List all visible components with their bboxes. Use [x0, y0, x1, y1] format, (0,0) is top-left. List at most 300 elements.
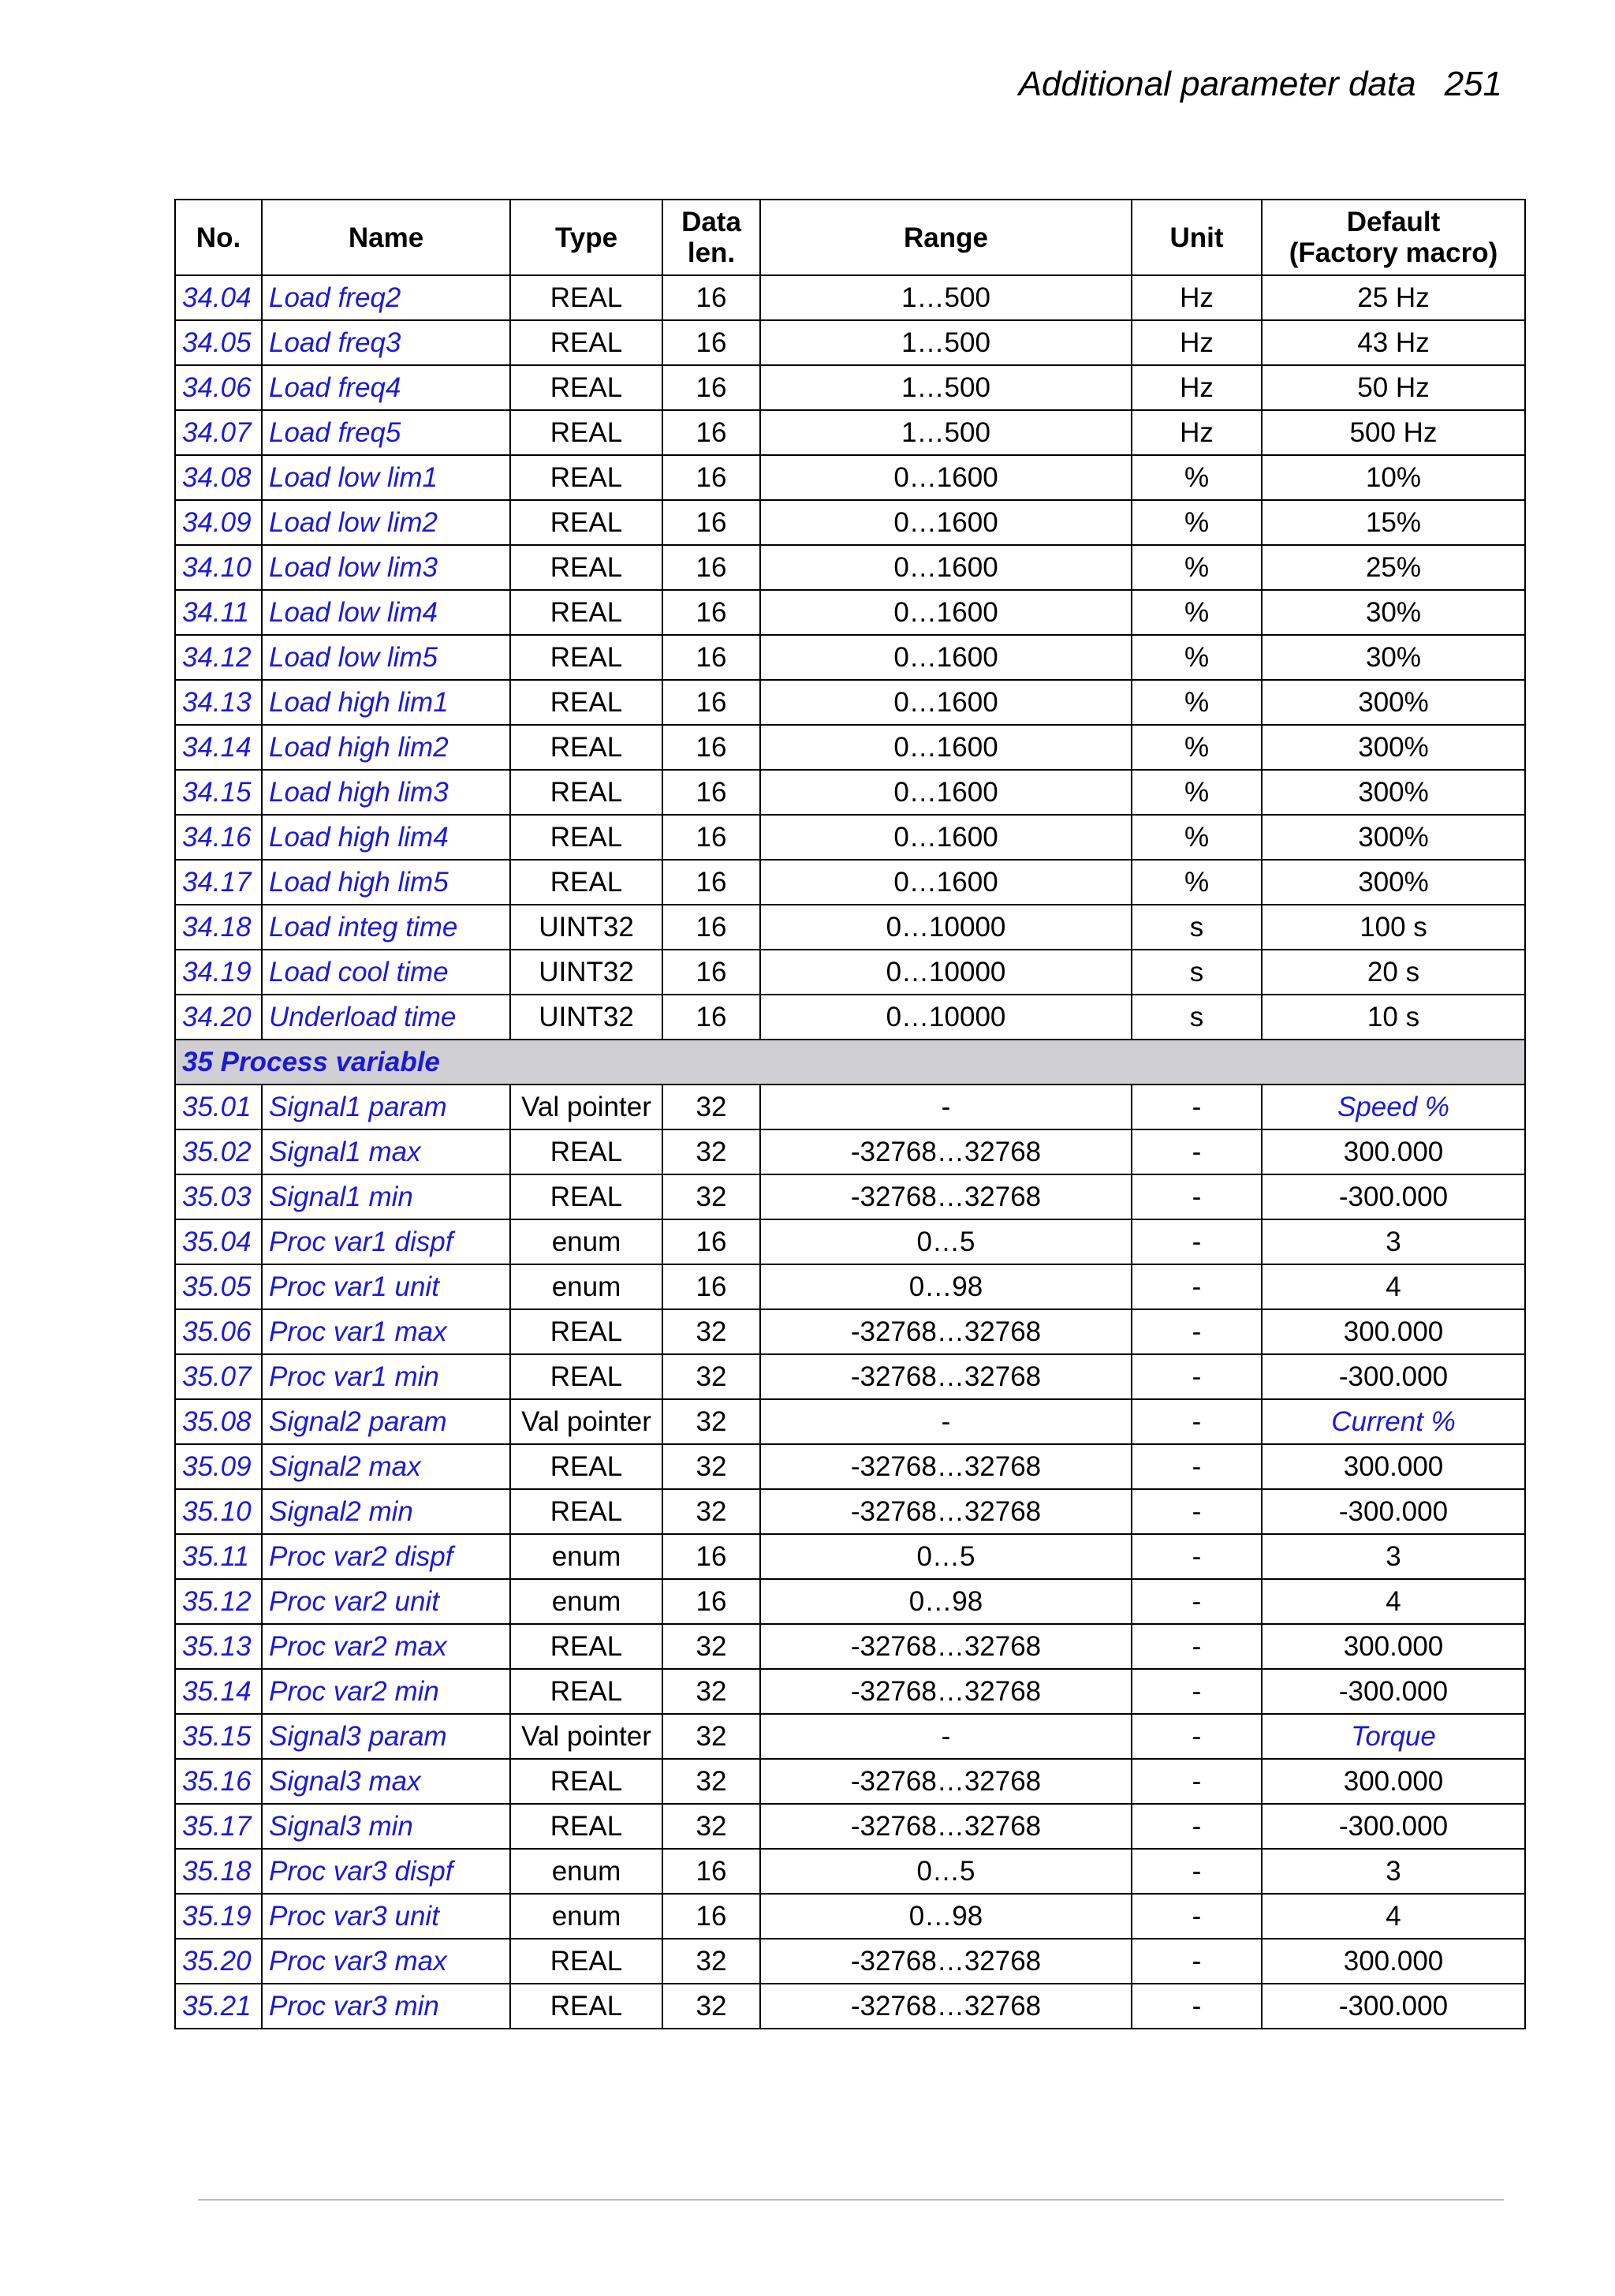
param-data-len: 16 [662, 545, 760, 590]
param-range: 0…1600 [760, 815, 1132, 860]
param-name[interactable]: Load freq4 [262, 365, 510, 410]
param-range: - [760, 1714, 1132, 1759]
param-range: 0…98 [760, 1579, 1132, 1624]
param-number[interactable]: 35.14 [175, 1669, 262, 1714]
parameter-table [174, 199, 1526, 2029]
table-row [175, 590, 1525, 635]
param-type: REAL [510, 545, 662, 590]
param-name[interactable]: Proc var2 unit [262, 1579, 510, 1624]
param-unit: Hz [1132, 365, 1262, 410]
param-name[interactable]: Signal2 param [262, 1399, 510, 1444]
param-unit: - [1132, 1759, 1262, 1804]
param-range: 0…1600 [760, 545, 1132, 590]
table-row [175, 1984, 1525, 2029]
param-default: 3 [1262, 1534, 1525, 1579]
param-data-len: 16 [662, 725, 760, 770]
param-range: -32768…32768 [760, 1354, 1132, 1399]
param-default: 4 [1262, 1894, 1525, 1939]
table-row [175, 770, 1525, 815]
page-number: 251 [1444, 65, 1502, 103]
param-data-len: 16 [662, 320, 760, 365]
param-default: 50 Hz [1262, 365, 1525, 410]
param-name[interactable]: Proc var3 min [262, 1984, 510, 2029]
header-row [175, 200, 1525, 275]
param-unit: % [1132, 500, 1262, 545]
table-row [175, 1849, 1525, 1894]
param-number[interactable]: 34.05 [175, 320, 262, 365]
param-unit: - [1132, 1579, 1262, 1624]
param-unit: % [1132, 725, 1262, 770]
param-range: 0…1600 [760, 770, 1132, 815]
param-data-len: 32 [662, 1444, 760, 1489]
table-row [175, 905, 1525, 950]
col-header-data-len [662, 200, 760, 275]
table-row [175, 1129, 1525, 1174]
param-name[interactable]: Load low lim1 [262, 455, 510, 500]
param-data-len: 32 [662, 1354, 760, 1399]
param-name[interactable]: Signal3 param [262, 1714, 510, 1759]
param-type: REAL [510, 1174, 662, 1219]
param-range: 0…10000 [760, 905, 1132, 950]
param-name[interactable]: Load freq2 [262, 275, 510, 320]
table-row [175, 1489, 1525, 1534]
param-range: - [760, 1085, 1132, 1129]
param-range: 0…10000 [760, 995, 1132, 1040]
param-range: 0…1600 [760, 500, 1132, 545]
table-row [175, 680, 1525, 725]
param-number[interactable]: 34.14 [175, 725, 262, 770]
param-range: -32768…32768 [760, 1624, 1132, 1669]
param-default[interactable]: Torque [1262, 1714, 1525, 1759]
param-name[interactable]: Load low lim5 [262, 635, 510, 680]
param-number[interactable]: 35.19 [175, 1894, 262, 1939]
table-row [175, 1174, 1525, 1219]
param-data-len: 16 [662, 1849, 760, 1894]
param-number[interactable]: 34.08 [175, 455, 262, 500]
param-range: 0…5 [760, 1534, 1132, 1579]
param-type: REAL [510, 1489, 662, 1534]
param-name[interactable]: Signal2 min [262, 1489, 510, 1534]
param-type: UINT32 [510, 905, 662, 950]
param-data-len: 32 [662, 1085, 760, 1129]
param-unit: % [1132, 590, 1262, 635]
param-default: 300% [1262, 770, 1525, 815]
param-number[interactable]: 35.18 [175, 1849, 262, 1894]
param-type: REAL [510, 635, 662, 680]
param-range: 0…98 [760, 1894, 1132, 1939]
param-name[interactable]: Load high lim4 [262, 815, 510, 860]
param-data-len: 32 [662, 1669, 760, 1714]
param-name[interactable]: Signal3 max [262, 1759, 510, 1804]
param-range: -32768…32768 [760, 1489, 1132, 1534]
param-type: REAL [510, 1669, 662, 1714]
param-unit: - [1132, 1534, 1262, 1579]
param-default: 300% [1262, 860, 1525, 905]
param-number[interactable]: 34.12 [175, 635, 262, 680]
table-row [175, 1669, 1525, 1714]
param-number[interactable]: 34.15 [175, 770, 262, 815]
param-data-len: 16 [662, 815, 760, 860]
param-default: 3 [1262, 1219, 1525, 1264]
table-row [175, 950, 1525, 995]
param-default: 25 Hz [1262, 275, 1525, 320]
param-default: -300.000 [1262, 1804, 1525, 1849]
param-default: 300% [1262, 815, 1525, 860]
param-data-len: 16 [662, 635, 760, 680]
param-name[interactable]: Proc var3 unit [262, 1894, 510, 1939]
param-type: REAL [510, 365, 662, 410]
param-name[interactable]: Load high lim1 [262, 680, 510, 725]
param-type: REAL [510, 815, 662, 860]
param-range: 0…1600 [760, 860, 1132, 905]
param-name[interactable]: Underload time [262, 995, 510, 1040]
param-unit: s [1132, 905, 1262, 950]
param-default: 4 [1262, 1264, 1525, 1309]
param-number[interactable]: 35.08 [175, 1399, 262, 1444]
param-name[interactable]: Load high lim2 [262, 725, 510, 770]
param-range: -32768…32768 [760, 1174, 1132, 1219]
param-data-len: 16 [662, 860, 760, 905]
param-name[interactable]: Proc var3 max [262, 1939, 510, 1984]
param-default: 25% [1262, 545, 1525, 590]
param-range: 1…500 [760, 275, 1132, 320]
param-range: -32768…32768 [760, 1309, 1132, 1354]
param-data-len: 16 [662, 590, 760, 635]
param-number[interactable]: 34.16 [175, 815, 262, 860]
param-number[interactable]: 35.09 [175, 1444, 262, 1489]
table-row [175, 860, 1525, 905]
param-type: REAL [510, 410, 662, 455]
table-row [175, 320, 1525, 365]
table-row [175, 1444, 1525, 1489]
param-name[interactable]: Proc var2 min [262, 1669, 510, 1714]
group-row [175, 1040, 1525, 1085]
param-data-len: 16 [662, 770, 760, 815]
param-default: 500 Hz [1262, 410, 1525, 455]
param-default: 30% [1262, 635, 1525, 680]
param-default: 300.000 [1262, 1939, 1525, 1984]
param-name[interactable]: Signal1 param [262, 1085, 510, 1129]
param-type: UINT32 [510, 995, 662, 1040]
param-unit: Hz [1132, 320, 1262, 365]
param-name[interactable]: Load low lim3 [262, 545, 510, 590]
param-unit: % [1132, 815, 1262, 860]
param-type: REAL [510, 860, 662, 905]
param-unit: - [1132, 1489, 1262, 1534]
param-default: 300% [1262, 680, 1525, 725]
param-type: REAL [510, 1759, 662, 1804]
param-name[interactable]: Signal2 max [262, 1444, 510, 1489]
table-row [175, 275, 1525, 320]
param-default: 30% [1262, 590, 1525, 635]
table-row [175, 1579, 1525, 1624]
param-name[interactable]: Load freq5 [262, 410, 510, 455]
param-unit: - [1132, 1714, 1262, 1759]
table-row [175, 1534, 1525, 1579]
param-default[interactable]: Speed % [1262, 1085, 1525, 1129]
param-name[interactable]: Proc var1 dispf [262, 1219, 510, 1264]
param-range: 0…10000 [760, 950, 1132, 995]
param-number[interactable]: 34.20 [175, 995, 262, 1040]
param-number[interactable]: 35.17 [175, 1804, 262, 1849]
param-range: -32768…32768 [760, 1669, 1132, 1714]
param-name[interactable]: Load high lim5 [262, 860, 510, 905]
param-data-len: 16 [662, 455, 760, 500]
param-number[interactable]: 35.01 [175, 1085, 262, 1129]
param-type: REAL [510, 1624, 662, 1669]
param-default: 10% [1262, 455, 1525, 500]
param-unit: - [1132, 1264, 1262, 1309]
param-type: REAL [510, 590, 662, 635]
table-row [175, 365, 1525, 410]
param-number[interactable]: 35.03 [175, 1174, 262, 1219]
param-range: 0…1600 [760, 590, 1132, 635]
param-default: 3 [1262, 1849, 1525, 1894]
param-number[interactable]: 35.16 [175, 1759, 262, 1804]
param-unit: - [1132, 1849, 1262, 1894]
param-default: -300.000 [1262, 1354, 1525, 1399]
param-number[interactable]: 34.04 [175, 275, 262, 320]
group-label: 35 Process variable [175, 1040, 1525, 1085]
param-number[interactable]: 34.09 [175, 500, 262, 545]
col-header-unit: Unit [1132, 200, 1262, 275]
table-header [175, 200, 1525, 275]
table-row [175, 1624, 1525, 1669]
table-row [175, 1399, 1525, 1444]
param-unit: - [1132, 1894, 1262, 1939]
param-range: -32768…32768 [760, 1939, 1132, 1984]
table-row [175, 635, 1525, 680]
param-name[interactable]: Load low lim4 [262, 590, 510, 635]
param-number[interactable]: 34.13 [175, 680, 262, 725]
param-type: enum [510, 1219, 662, 1264]
param-number[interactable]: 34.10 [175, 545, 262, 590]
param-unit: % [1132, 860, 1262, 905]
param-data-len: 16 [662, 500, 760, 545]
param-type: REAL [510, 455, 662, 500]
page-title: Additional parameter data [1018, 65, 1416, 103]
param-number[interactable]: 35.07 [175, 1354, 262, 1399]
param-type: REAL [510, 320, 662, 365]
param-unit: % [1132, 635, 1262, 680]
col-header-range: Range [760, 200, 1132, 275]
param-unit: - [1132, 1354, 1262, 1399]
param-range: 1…500 [760, 365, 1132, 410]
param-number[interactable]: 35.02 [175, 1129, 262, 1174]
param-name[interactable]: Proc var2 max [262, 1624, 510, 1669]
param-type: REAL [510, 680, 662, 725]
param-type: REAL [510, 1804, 662, 1849]
param-unit: % [1132, 455, 1262, 500]
param-unit: - [1132, 1939, 1262, 1984]
param-type: Val pointer [510, 1399, 662, 1444]
col-header-data-len-line2: len. [687, 237, 736, 268]
table-row [175, 1939, 1525, 1984]
param-number[interactable]: 34.17 [175, 860, 262, 905]
param-name[interactable]: Signal1 min [262, 1174, 510, 1219]
col-header-type: Type [510, 200, 662, 275]
param-default: 100 s [1262, 905, 1525, 950]
param-data-len: 16 [662, 1579, 760, 1624]
param-range: -32768…32768 [760, 1759, 1132, 1804]
param-range: 0…1600 [760, 725, 1132, 770]
param-data-len: 16 [662, 365, 760, 410]
param-data-len: 16 [662, 995, 760, 1040]
param-data-len: 32 [662, 1984, 760, 2029]
param-number[interactable]: 35.11 [175, 1534, 262, 1579]
param-data-len: 32 [662, 1489, 760, 1534]
param-data-len: 16 [662, 1264, 760, 1309]
param-unit: Hz [1132, 410, 1262, 455]
param-range: -32768…32768 [760, 1444, 1132, 1489]
param-default: 4 [1262, 1579, 1525, 1624]
param-number[interactable]: 35.13 [175, 1624, 262, 1669]
param-name[interactable]: Proc var3 dispf [262, 1849, 510, 1894]
param-number[interactable]: 34.07 [175, 410, 262, 455]
param-default: 300% [1262, 725, 1525, 770]
param-type: enum [510, 1579, 662, 1624]
param-range: 1…500 [760, 320, 1132, 365]
param-default: 300.000 [1262, 1309, 1525, 1354]
param-data-len: 16 [662, 1534, 760, 1579]
param-number[interactable]: 34.18 [175, 905, 262, 950]
param-type: REAL [510, 275, 662, 320]
param-type: REAL [510, 1444, 662, 1489]
table-row [175, 410, 1525, 455]
col-header-data-len-line1: Data [681, 207, 741, 237]
param-type: UINT32 [510, 950, 662, 995]
param-type: REAL [510, 1984, 662, 2029]
param-data-len: 16 [662, 1894, 760, 1939]
param-number[interactable]: 35.10 [175, 1489, 262, 1534]
table-row [175, 1085, 1525, 1129]
param-default: 15% [1262, 500, 1525, 545]
page-header [1019, 65, 1502, 104]
table-body [175, 275, 1525, 2029]
table-row [175, 455, 1525, 500]
param-range: 0…1600 [760, 635, 1132, 680]
param-name[interactable]: Proc var1 max [262, 1309, 510, 1354]
param-number[interactable]: 35.06 [175, 1309, 262, 1354]
param-data-len: 32 [662, 1714, 760, 1759]
col-header-default-line1: Default [1346, 207, 1441, 237]
col-header-default [1262, 200, 1525, 275]
param-type: enum [510, 1849, 662, 1894]
footer-divider [198, 2199, 1504, 2201]
param-data-len: 16 [662, 275, 760, 320]
param-number[interactable]: 35.04 [175, 1219, 262, 1264]
param-type: enum [510, 1534, 662, 1579]
param-name[interactable]: Load integ time [262, 905, 510, 950]
param-data-len: 32 [662, 1309, 760, 1354]
param-unit: % [1132, 770, 1262, 815]
param-unit: - [1132, 1669, 1262, 1714]
param-default[interactable]: Current % [1262, 1399, 1525, 1444]
param-name[interactable]: Load high lim3 [262, 770, 510, 815]
param-number[interactable]: 35.20 [175, 1939, 262, 1984]
param-range: 0…5 [760, 1219, 1132, 1264]
param-range: -32768…32768 [760, 1129, 1132, 1174]
param-range: 0…1600 [760, 680, 1132, 725]
param-number[interactable]: 34.11 [175, 590, 262, 635]
param-type: REAL [510, 725, 662, 770]
param-name[interactable]: Proc var2 dispf [262, 1534, 510, 1579]
param-range: - [760, 1399, 1132, 1444]
table-row [175, 1714, 1525, 1759]
param-default: -300.000 [1262, 1669, 1525, 1714]
param-type: REAL [510, 1354, 662, 1399]
param-data-len: 32 [662, 1399, 760, 1444]
col-header-no: No. [175, 200, 262, 275]
param-type: REAL [510, 770, 662, 815]
table-row [175, 995, 1525, 1040]
param-name[interactable]: Load freq3 [262, 320, 510, 365]
table-row [175, 1759, 1525, 1804]
table-row [175, 1354, 1525, 1399]
param-range: -32768…32768 [760, 1804, 1132, 1849]
param-data-len: 32 [662, 1759, 760, 1804]
param-data-len: 16 [662, 950, 760, 995]
param-default: 10 s [1262, 995, 1525, 1040]
param-name[interactable]: Load low lim2 [262, 500, 510, 545]
table-row [175, 545, 1525, 590]
param-unit: - [1132, 1984, 1262, 2029]
param-unit: - [1132, 1129, 1262, 1174]
param-data-len: 16 [662, 905, 760, 950]
param-default: -300.000 [1262, 1174, 1525, 1219]
param-type: enum [510, 1894, 662, 1939]
param-name[interactable]: Signal3 min [262, 1804, 510, 1849]
param-number[interactable]: 35.21 [175, 1984, 262, 2029]
param-default: 300.000 [1262, 1444, 1525, 1489]
param-type: REAL [510, 1129, 662, 1174]
param-default: -300.000 [1262, 1984, 1525, 2029]
param-data-len: 32 [662, 1939, 760, 1984]
param-name[interactable]: Proc var1 unit [262, 1264, 510, 1309]
param-unit: - [1132, 1219, 1262, 1264]
param-unit: % [1132, 680, 1262, 725]
param-data-len: 16 [662, 410, 760, 455]
param-default: 300.000 [1262, 1759, 1525, 1804]
param-type: REAL [510, 1939, 662, 1984]
param-number[interactable]: 35.15 [175, 1714, 262, 1759]
param-range: -32768…32768 [760, 1984, 1132, 2029]
table-row [175, 1894, 1525, 1939]
param-range: 0…5 [760, 1849, 1132, 1894]
param-default: -300.000 [1262, 1489, 1525, 1534]
param-unit: s [1132, 950, 1262, 995]
param-data-len: 32 [662, 1804, 760, 1849]
param-range: 1…500 [760, 410, 1132, 455]
param-data-len: 16 [662, 680, 760, 725]
param-number[interactable]: 34.19 [175, 950, 262, 995]
param-default: 43 Hz [1262, 320, 1525, 365]
param-number[interactable]: 34.06 [175, 365, 262, 410]
param-unit: - [1132, 1085, 1262, 1129]
param-default: 300.000 [1262, 1624, 1525, 1669]
param-name[interactable]: Signal1 max [262, 1129, 510, 1174]
col-header-default-line2: (Factory macro) [1289, 237, 1498, 268]
param-unit: - [1132, 1399, 1262, 1444]
param-unit: - [1132, 1309, 1262, 1354]
param-name[interactable]: Load cool time [262, 950, 510, 995]
param-data-len: 32 [662, 1174, 760, 1219]
param-number[interactable]: 35.05 [175, 1264, 262, 1309]
table-row [175, 1219, 1525, 1264]
param-unit: Hz [1132, 275, 1262, 320]
param-name[interactable]: Proc var1 min [262, 1354, 510, 1399]
param-number[interactable]: 35.12 [175, 1579, 262, 1624]
